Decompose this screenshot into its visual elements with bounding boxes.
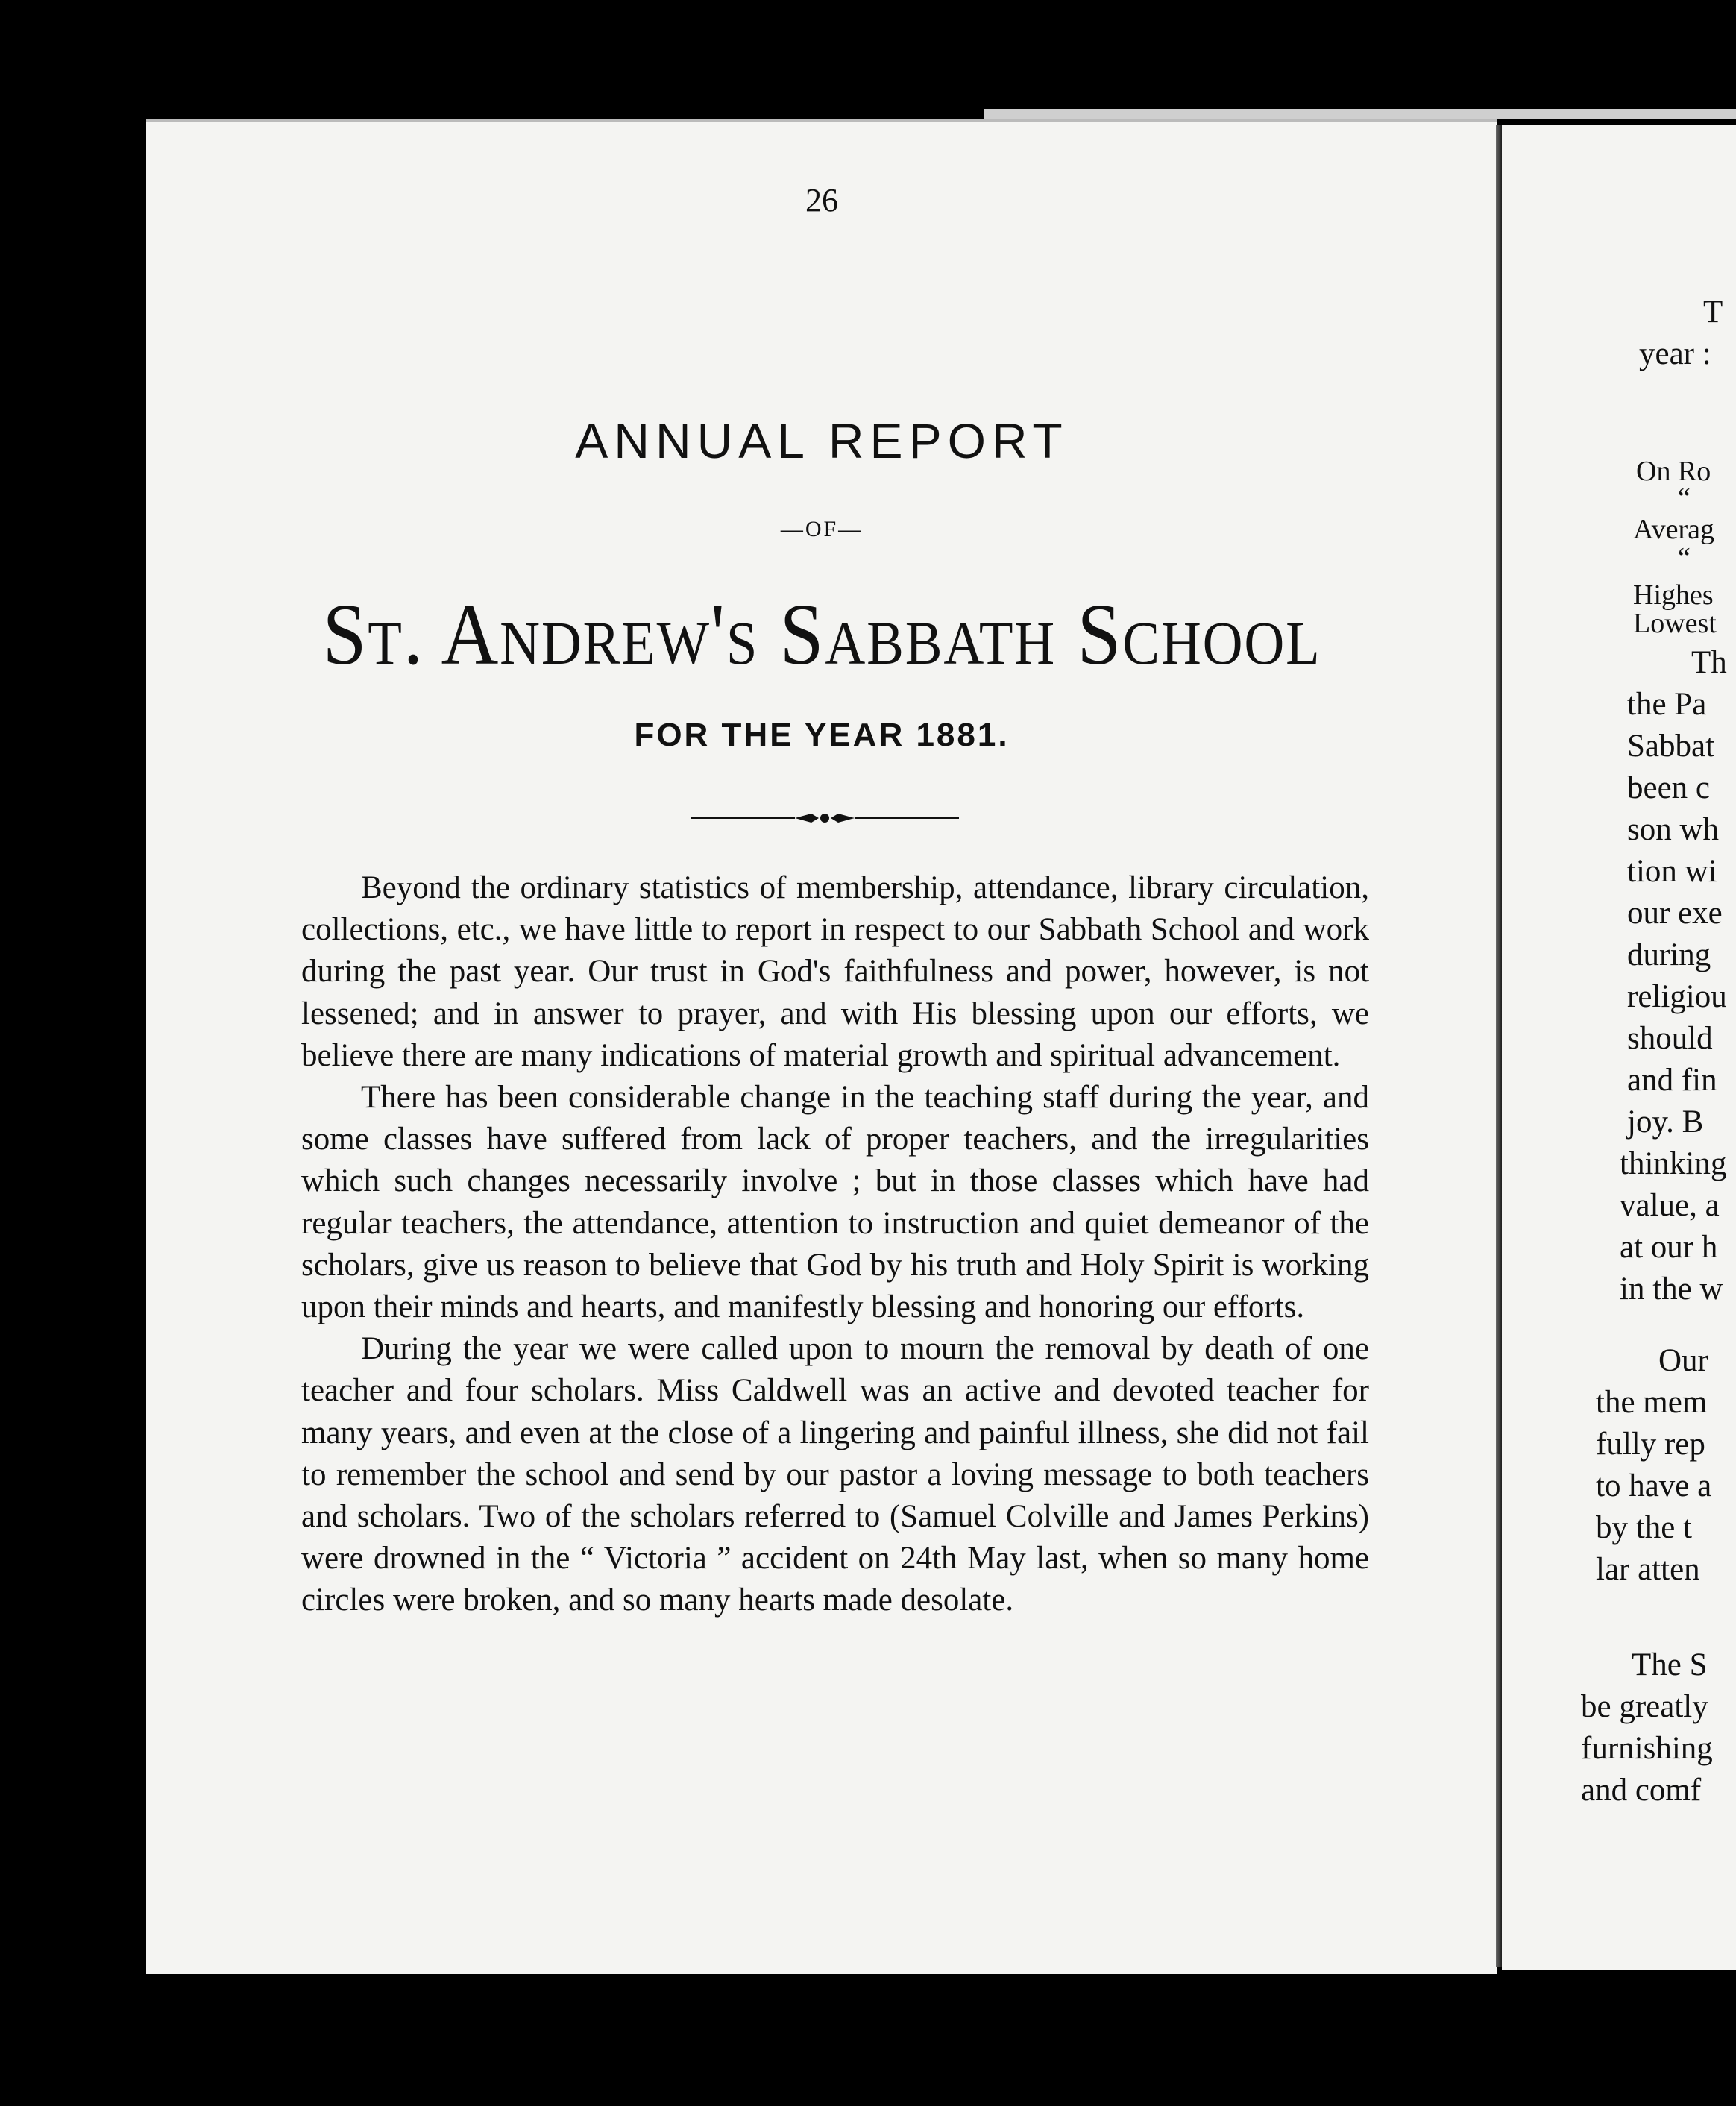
text-line: joy. B <box>1627 1104 1704 1140</box>
page-number: 26 <box>805 182 838 219</box>
school-name: St. Andrew's Sabbath School <box>322 585 1321 683</box>
text-line: fully rep <box>1596 1427 1705 1462</box>
text-line: the Pa <box>1627 687 1707 722</box>
text-line: lar atten <box>1596 1552 1700 1587</box>
report-heading: ANNUAL REPORT <box>575 413 1069 468</box>
text-line: should <box>1627 1021 1713 1056</box>
of-line: —OF— <box>780 517 864 541</box>
text-line: religiou <box>1627 979 1727 1014</box>
right-page <box>1502 125 1736 1970</box>
text-line: and comf <box>1581 1773 1702 1808</box>
paragraph-1: Beyond the ordinary statistics of membership, attendance, library circulation, collections, etc., we have little to report in respect to our Sabbath School and work during the past year. Our trust in God's faithfulness and power, however, is not lessened; and in answer to prayer, and with His blessing upon our efforts, we believe there are many indications of material growth and spiritual advancement. <box>301 870 1369 1073</box>
text-line: been c <box>1627 770 1711 805</box>
ornament-divider <box>691 809 959 827</box>
text-line: son wh <box>1627 812 1720 847</box>
text-line: Our <box>1658 1343 1708 1378</box>
text-line: thinking <box>1620 1146 1727 1181</box>
text-line: during <box>1627 937 1711 972</box>
text-line: to have a <box>1596 1468 1712 1503</box>
text-line: “ <box>1678 483 1691 514</box>
text-line: On Ro <box>1636 456 1711 487</box>
year-line: FOR THE YEAR 1881. <box>634 717 1010 753</box>
left-page <box>146 119 1497 1974</box>
text-line: our exe <box>1627 896 1723 931</box>
text-line: and fin <box>1627 1063 1717 1098</box>
text-line: in the w <box>1620 1272 1723 1307</box>
text-line: tion wi <box>1627 854 1717 889</box>
text-line: “ <box>1678 542 1691 573</box>
text-line: furnishing <box>1581 1731 1713 1766</box>
text-line: The S <box>1632 1647 1708 1682</box>
paragraph-3: During the year we were called upon to mourn the removal by death of one teacher and four scholars. Miss Caldwell was an active and devoted teacher for many years, and even at the close of a lingering and painful illness, she did not fail to remember the school and send by our pastor a loving message to both teachers and scholars. Two of the scholars referred to (Samuel Colville and James Perkins) were drowned in the “ Victoria ” accident on 24th May last, when so many home circles were broken, and so many hearts made desolate. <box>301 1331 1369 1618</box>
text-line: Th <box>1691 645 1727 680</box>
text-line: Lowest <box>1633 608 1717 639</box>
text-line: T <box>1703 295 1723 330</box>
paragraph-2: There has been considerable change in the teaching staff during the year, and some classes have suffered from lack of proper teachers, and the irregularities which such changes necessarily involve ; but in those classes which have had regular teachers, the attendance, attention to instruction and quiet demeanor of the scholars, give us reason to believe that God by his truth and Holy Spirit is working upon their minds and hearts, and manifestly blessing and honoring our efforts. <box>301 1080 1369 1325</box>
report-body <box>301 867 1369 1622</box>
text-line: be greatly <box>1581 1689 1708 1724</box>
text-line: by the t <box>1596 1510 1692 1545</box>
text-line: value, a <box>1620 1188 1720 1223</box>
text-line: Sabbat <box>1627 729 1715 764</box>
page-edge <box>984 109 1736 119</box>
text-line: Highes <box>1633 579 1714 611</box>
text-line: Averag <box>1633 514 1715 545</box>
text-line: the mem <box>1596 1385 1708 1420</box>
text-line: year : <box>1639 336 1711 371</box>
text-line: at our h <box>1620 1230 1718 1265</box>
